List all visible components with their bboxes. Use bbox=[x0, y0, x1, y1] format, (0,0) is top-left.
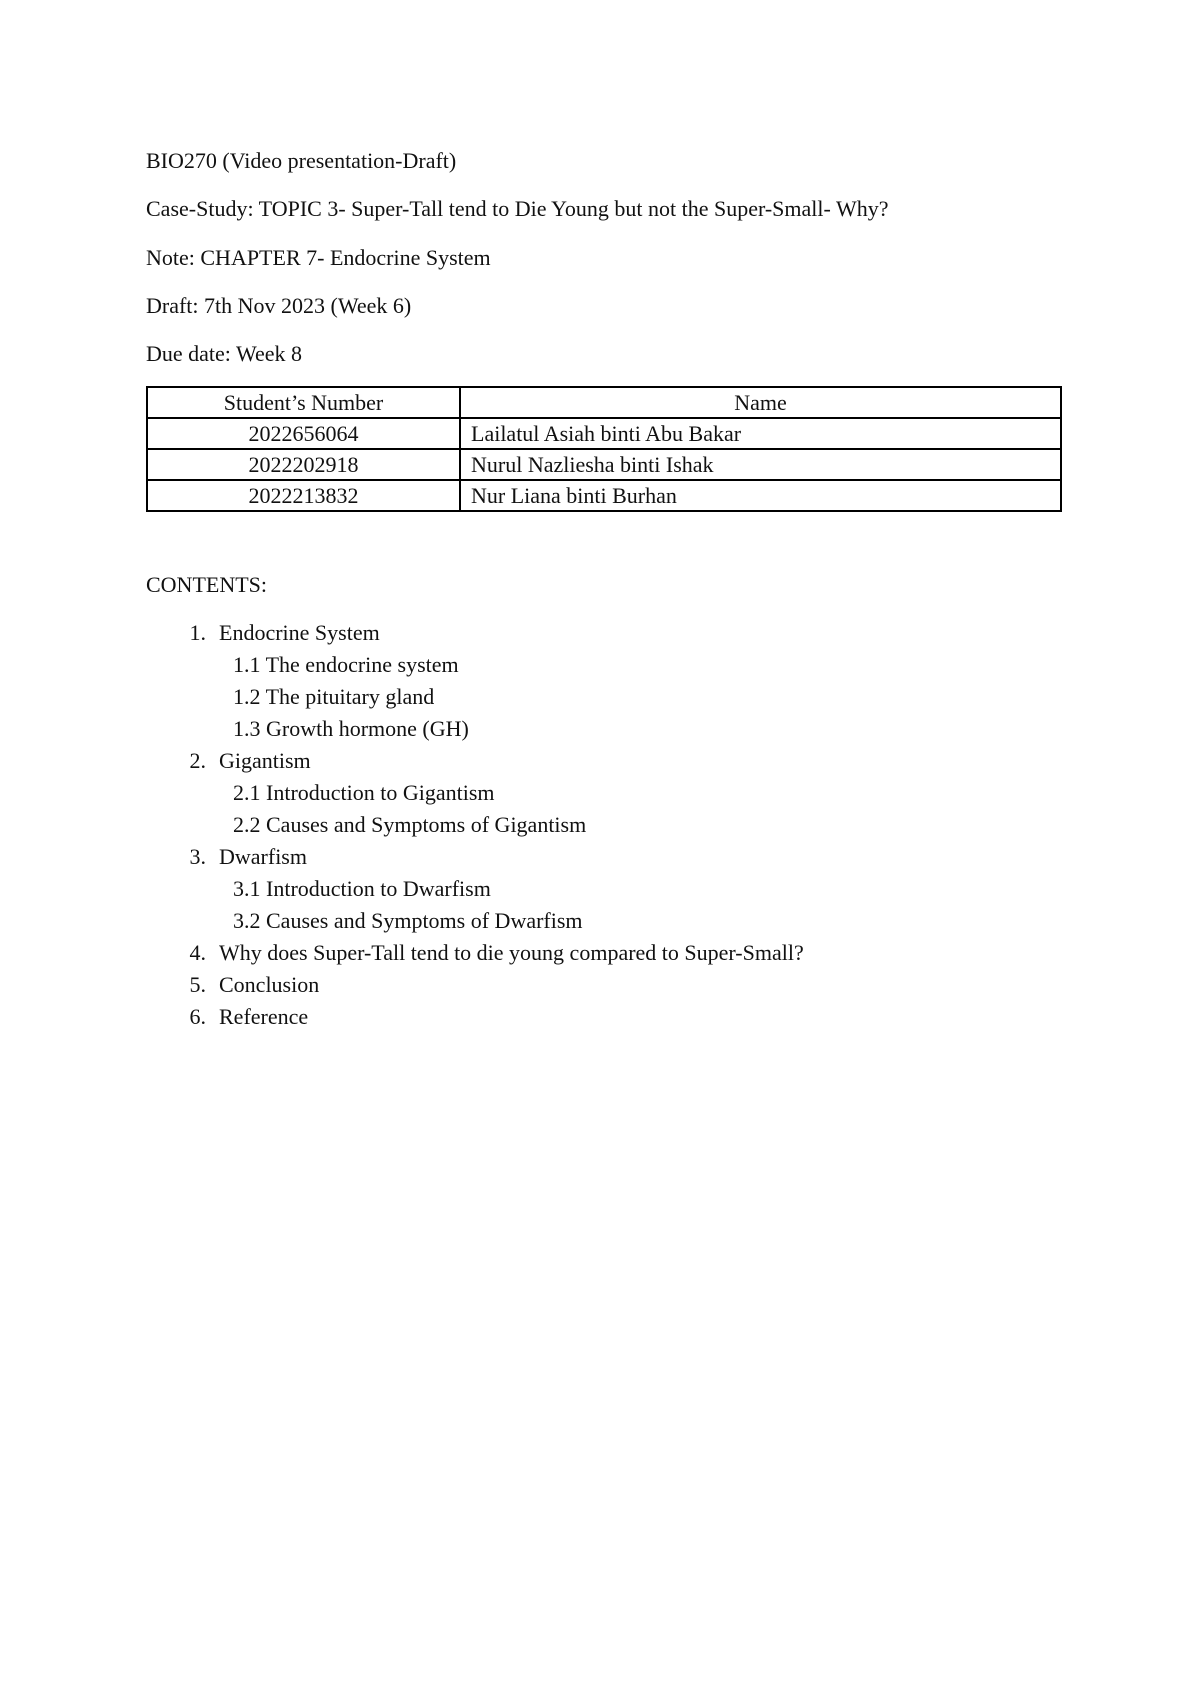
list-label: 3.1 Introduction to Dwarfism bbox=[233, 876, 491, 901]
table-row bbox=[147, 418, 1061, 449]
list-label: 1.3 Growth hormone (GH) bbox=[233, 716, 469, 741]
list-label: Gigantism bbox=[219, 748, 311, 773]
list-label: 1.2 The pituitary gland bbox=[233, 684, 435, 709]
list-label: Conclusion bbox=[219, 972, 320, 997]
list-label: 1.1 The endocrine system bbox=[233, 652, 459, 677]
list-label: 2.1 Introduction to Gigantism bbox=[233, 780, 495, 805]
student-number-cell: 2022656064 bbox=[147, 418, 460, 449]
list-item bbox=[233, 686, 434, 708]
list-number: 6. bbox=[189, 1004, 206, 1029]
students-table bbox=[146, 386, 1062, 512]
due-date-line: Due date: Week 8 bbox=[146, 341, 303, 366]
list-label: Dwarfism bbox=[219, 844, 307, 869]
list-label: Endocrine System bbox=[219, 620, 380, 645]
list-number: 1. bbox=[189, 620, 206, 645]
student-number-cell: 2022202918 bbox=[147, 449, 460, 480]
list-item bbox=[233, 782, 495, 804]
list-item bbox=[233, 814, 586, 836]
list-label: Reference bbox=[219, 1004, 309, 1029]
list-label: Why does Super-Tall tend to die young compared to Super-Small? bbox=[219, 940, 804, 965]
table-header-row bbox=[147, 387, 1061, 418]
course-line: BIO270 (Video presentation-Draft) bbox=[146, 148, 457, 173]
contents-heading: CONTENTS: bbox=[146, 572, 267, 597]
list-number: 2. bbox=[189, 748, 206, 773]
name-header: Name bbox=[460, 387, 1061, 418]
draft-date-line: Draft: 7th Nov 2023 (Week 6) bbox=[146, 293, 412, 318]
table-row bbox=[147, 449, 1061, 480]
list-label: 2.2 Causes and Symptoms of Gigantism bbox=[233, 812, 587, 837]
student-name-cell: Lailatul Asiah binti Abu Bakar bbox=[460, 418, 1061, 449]
list-number: 5. bbox=[189, 972, 206, 997]
list-label: 3.2 Causes and Symptoms of Dwarfism bbox=[233, 908, 583, 933]
list-item bbox=[233, 878, 491, 900]
list-number: 3. bbox=[189, 844, 206, 869]
case-study-line: Case-Study: TOPIC 3- Super-Tall tend to Die Young but not the Super-Small- Why? bbox=[146, 196, 889, 221]
list-number: 4. bbox=[189, 940, 206, 965]
student-number-header: Student’s Number bbox=[147, 387, 460, 418]
note-line: Note: CHAPTER 7- Endocrine System bbox=[146, 245, 491, 270]
list-item bbox=[233, 910, 583, 932]
list-item bbox=[233, 654, 459, 676]
student-number-cell: 2022213832 bbox=[147, 480, 460, 511]
list-item bbox=[233, 718, 469, 740]
student-name-cell: Nurul Nazliesha binti Ishak bbox=[460, 449, 1061, 480]
table-row bbox=[147, 480, 1061, 511]
student-name-cell: Nur Liana binti Burhan bbox=[460, 480, 1061, 511]
